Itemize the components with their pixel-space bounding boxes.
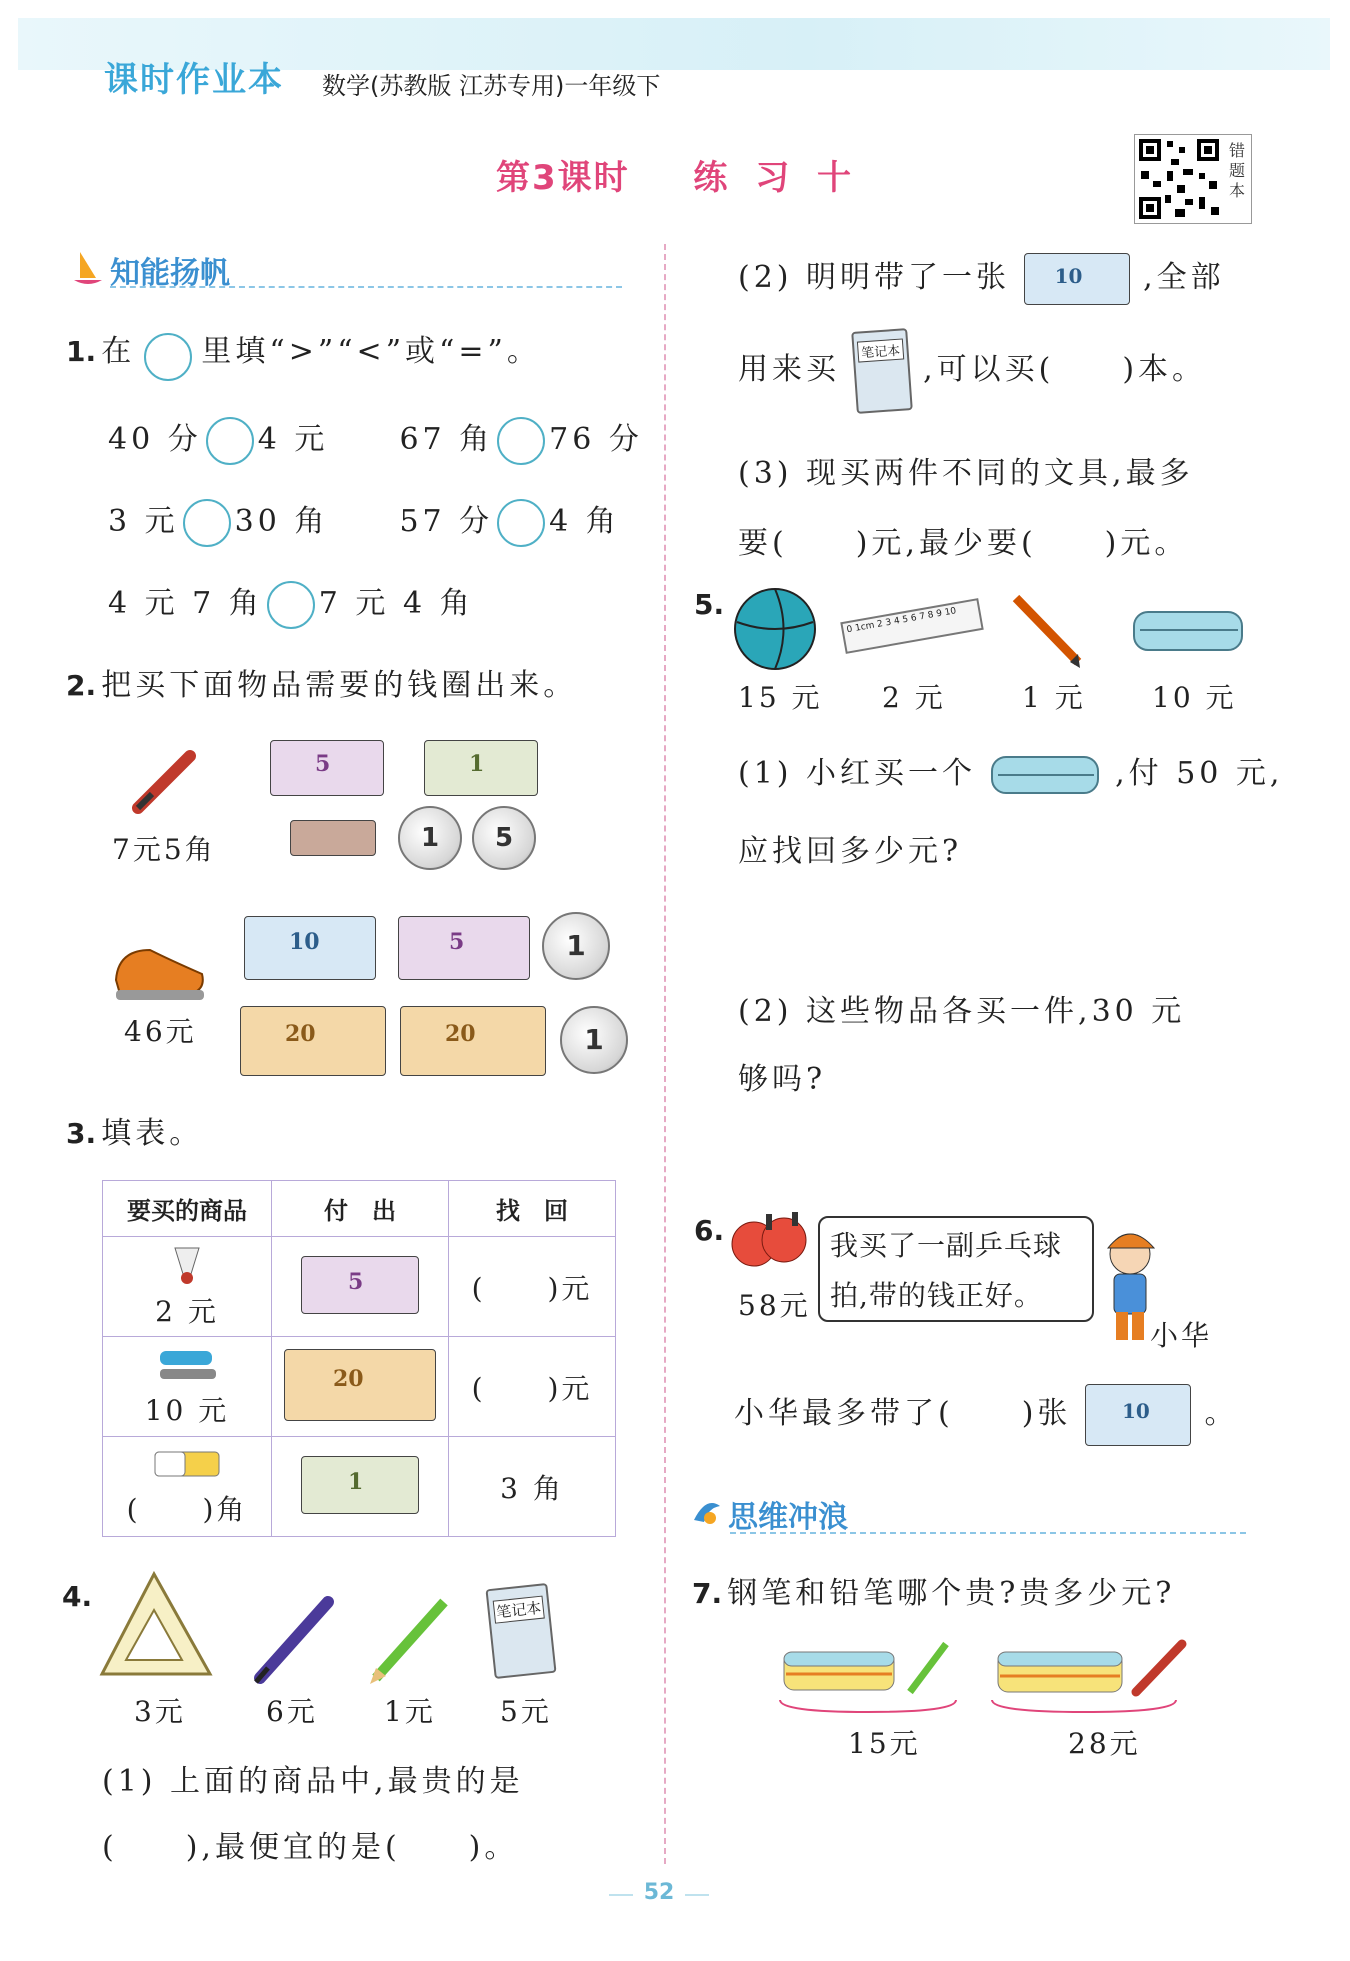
q7-stem: 钢笔和铅笔哪个贵?贵多少元? — [727, 1576, 1176, 1611]
qr-code[interactable] — [1134, 134, 1252, 224]
subject-line: 数学(苏教版 江苏专用)一年级下 — [322, 72, 661, 100]
pencil-icon — [364, 1590, 454, 1690]
q5-price-4: 10 元 — [1152, 681, 1237, 714]
table-cell-text: 10 元 — [144, 1393, 230, 1427]
q1-left: 40 分 — [108, 422, 202, 457]
q4-sub2-text[interactable]: ,可以买( )本。 — [923, 352, 1207, 387]
q5-sub1-line1 — [738, 748, 1283, 799]
q1-right: 4 角 — [549, 504, 620, 539]
banknote-value: 5 — [449, 929, 465, 955]
banknote-value: 5 — [315, 751, 331, 777]
lesson-label: 第3课时 — [496, 158, 630, 198]
answer-circle[interactable] — [183, 499, 231, 547]
section-title: 思维冲浪 — [728, 1500, 848, 1535]
notebook-icon — [851, 328, 913, 414]
table-row — [103, 1437, 616, 1537]
bubble-line-2: 拍,带的钱正好。 — [830, 1279, 1043, 1312]
banknote-value: 1 — [469, 751, 485, 777]
answer-circle[interactable] — [497, 417, 545, 465]
q4-sub2-text: ,全部 — [1143, 260, 1225, 295]
fill-table — [102, 1180, 616, 1537]
table-header: 要买的商品 — [103, 1181, 272, 1237]
question-2 — [66, 660, 577, 704]
q4-price-3: 1元 — [384, 1695, 436, 1728]
q4-sub3b[interactable]: 要( )元,最少要( )元。 — [738, 526, 1189, 561]
banknote-value: 10 — [1121, 1399, 1150, 1423]
q2-price-1: 7元5角 — [112, 833, 216, 866]
sailboat-icon — [72, 248, 104, 288]
table-header: 找 回 — [449, 1181, 616, 1237]
answer-circle[interactable] — [206, 417, 254, 465]
q1-right: 7 元 4 角 — [318, 586, 474, 621]
fountain-pen-icon — [248, 1590, 338, 1690]
q2-price-2: 46元 — [124, 1015, 197, 1048]
q6-ask — [734, 1384, 1239, 1446]
answer-circle[interactable] — [497, 499, 545, 547]
table-cell-text: 3 角 — [500, 1471, 564, 1505]
q1-stem-a: 在 — [101, 334, 136, 369]
pen-icon — [130, 746, 200, 816]
q1-right: 4 元 — [257, 422, 329, 457]
banknote-value: 20 — [333, 1365, 364, 1392]
q1-left: 4 元 7 角 — [108, 586, 263, 621]
table-cell-change — [449, 1437, 616, 1537]
q4-sub2-line2 — [738, 330, 1206, 412]
table-cell-text[interactable]: ( )角 — [126, 1492, 248, 1526]
page-number-wrap — [604, 1880, 714, 1905]
q4-number: 4. — [62, 1580, 93, 1613]
ruler-icon — [840, 598, 983, 654]
q5-sub1c: 应找回多少元? — [738, 834, 963, 869]
banknote-1-jiao[interactable] — [290, 820, 376, 856]
coin-1[interactable] — [398, 806, 462, 870]
pencil-case-with-pencil-icon — [780, 1630, 950, 1700]
q6-ask-text[interactable]: 小华最多带了( )张 — [734, 1396, 1072, 1431]
table-cell-item — [103, 1237, 272, 1337]
q1-stem-b: 里填“>”“<”或“=”。 — [201, 334, 541, 369]
pencil-icon — [1008, 592, 1088, 672]
table-cell-change[interactable] — [449, 1237, 616, 1337]
q5-price-2: 2 元 — [882, 681, 946, 714]
banknote-20[interactable] — [240, 1006, 386, 1076]
q4-sub2-text: (2) 明明带了一张 — [738, 260, 1011, 295]
coin-value: 1 — [584, 1023, 604, 1056]
q1-left: 67 角 — [399, 422, 494, 457]
q2-stem: 把买下面物品需要的钱圈出来。 — [101, 668, 578, 703]
q1-left: 57 分 — [399, 504, 494, 539]
q1-stem-circle — [144, 333, 192, 381]
banknote-value: 5 — [348, 1268, 364, 1295]
q5-sub1-text: (1) 小红买一个 — [738, 756, 977, 791]
q4-sub2-text: 用来买 — [738, 352, 840, 387]
ball-icon — [732, 586, 818, 672]
q1-row-2 — [108, 496, 620, 547]
q2-number: 2. — [66, 669, 97, 702]
q5-price-1: 15 元 — [738, 681, 823, 714]
banknote-value: 10 — [1054, 264, 1083, 288]
table-cell-change[interactable] — [449, 1337, 616, 1437]
table-cell-pay — [272, 1237, 449, 1337]
coin-1[interactable] — [560, 1006, 628, 1074]
coin-5-jiao[interactable] — [472, 806, 536, 870]
lesson-title: 练 习 十 — [693, 158, 860, 198]
question-3 — [66, 1108, 203, 1152]
q5-number: 5. — [694, 588, 725, 621]
q1-right: 76 分 — [549, 422, 643, 457]
coin-value: 5 — [494, 823, 514, 853]
stapler-icon — [156, 1345, 218, 1385]
shoes-icon — [110, 930, 210, 1010]
table-cell-item — [103, 1337, 272, 1437]
coin-value: 1 — [566, 929, 586, 962]
banknote-10 — [1085, 1384, 1191, 1446]
q1-row-1 — [108, 414, 643, 465]
q3-stem: 填表。 — [101, 1116, 204, 1151]
banknote-1 — [301, 1456, 419, 1514]
banknote-value: 1 — [348, 1468, 364, 1495]
banknote-20 — [284, 1349, 436, 1421]
speech-bubble — [818, 1216, 1094, 1322]
q6-number: 6. — [694, 1214, 725, 1247]
shuttlecock-icon — [169, 1244, 205, 1286]
banknote-value: 20 — [445, 1021, 476, 1047]
table-cell-item — [103, 1437, 272, 1537]
q4-price-1: 3元 — [134, 1695, 186, 1728]
q5-sub1-text: ,付 50 元, — [1115, 756, 1284, 791]
notebook-icon — [485, 1583, 556, 1679]
column-divider — [664, 244, 666, 1864]
section-header-zhineng — [72, 246, 628, 290]
q3-number: 3. — [66, 1117, 97, 1150]
q4-sub1: (1) 上面的商品中,最贵的是 — [102, 1764, 524, 1799]
q1-left: 3 元 — [108, 504, 179, 539]
table-cell-pay — [272, 1337, 449, 1437]
banknote-10[interactable] — [244, 916, 376, 980]
question-1 — [66, 326, 541, 381]
banknote-1[interactable] — [424, 740, 538, 796]
coin-value: 1 — [420, 823, 440, 853]
q1-number: 1. — [66, 335, 97, 368]
q4-price-2: 6元 — [266, 1695, 318, 1728]
qr-code-icon — [1137, 137, 1221, 221]
q4-sub2-line1 — [738, 252, 1225, 305]
banknote-5 — [301, 1256, 419, 1314]
q1-row-3 — [108, 578, 474, 629]
bubble-line-1: 我买了一副乒乓球 — [830, 1229, 1063, 1262]
brace-lines — [778, 1698, 1198, 1722]
banknote-5[interactable] — [270, 740, 384, 796]
ruler-tick-labels: 0 1cm 2 3 4 5 6 7 8 9 10 — [845, 606, 957, 636]
q5-sub2b: 够吗? — [738, 1062, 827, 1097]
banknote-10 — [1024, 253, 1130, 305]
pencil-case-icon — [1130, 600, 1250, 660]
section-title: 知能扬帆 — [110, 256, 230, 291]
q7-right-total: 28元 — [1068, 1727, 1141, 1760]
q4-sub3a: (3) 现买两件不同的文具,最多 — [738, 456, 1194, 491]
coin-1[interactable] — [542, 912, 610, 980]
notebook-label: 笔记本 — [856, 338, 903, 362]
page-title — [496, 150, 859, 199]
q6-price: 58元 — [738, 1289, 811, 1322]
table-header: 付 出 — [272, 1181, 449, 1237]
answer-circle[interactable] — [267, 581, 315, 629]
table-cell-text: 2 元 — [155, 1294, 219, 1328]
q5-sub2a: (2) 这些物品各买一件,30 元 — [738, 994, 1186, 1029]
q7-number: 7. — [692, 1577, 723, 1610]
table-row — [103, 1337, 616, 1437]
triangle-ruler-icon — [98, 1570, 218, 1680]
table-cell-text: ( )元 — [471, 1271, 593, 1305]
qr-label: 错题本 — [1229, 141, 1246, 200]
surf-icon — [690, 1494, 722, 1530]
q1-right: 30 角 — [234, 504, 329, 539]
banknote-20[interactable] — [400, 1006, 546, 1076]
brand-logo — [104, 52, 284, 101]
page-number: 52 — [643, 1880, 675, 1905]
q6-ask-text: 。 — [1204, 1396, 1239, 1431]
pencil-case-icon — [990, 751, 1102, 799]
q4-sub1b[interactable]: ( ),最便宜的是( )。 — [102, 1830, 519, 1865]
banknote-5[interactable] — [398, 916, 530, 980]
q5-price-3: 1 元 — [1022, 681, 1086, 714]
boy-name: 小华 — [1150, 1319, 1213, 1352]
table-row — [103, 1237, 616, 1337]
section-header-siwei — [690, 1492, 1250, 1536]
banknote-value: 10 — [289, 929, 320, 955]
table-cell-pay — [272, 1437, 449, 1537]
banknote-value: 20 — [285, 1021, 316, 1047]
ping-pong-paddle-icon — [730, 1210, 810, 1270]
brand-text: 课时作业本 — [104, 60, 284, 100]
q4-price-4: 5元 — [500, 1695, 552, 1728]
q7-left-total: 15元 — [848, 1727, 921, 1760]
eraser-icon — [149, 1446, 225, 1484]
table-cell-text: ( )元 — [471, 1371, 593, 1405]
notebook-label: 笔记本 — [493, 1596, 545, 1624]
question-7 — [692, 1568, 1175, 1612]
pencil-case-with-pen-icon — [994, 1630, 1194, 1700]
